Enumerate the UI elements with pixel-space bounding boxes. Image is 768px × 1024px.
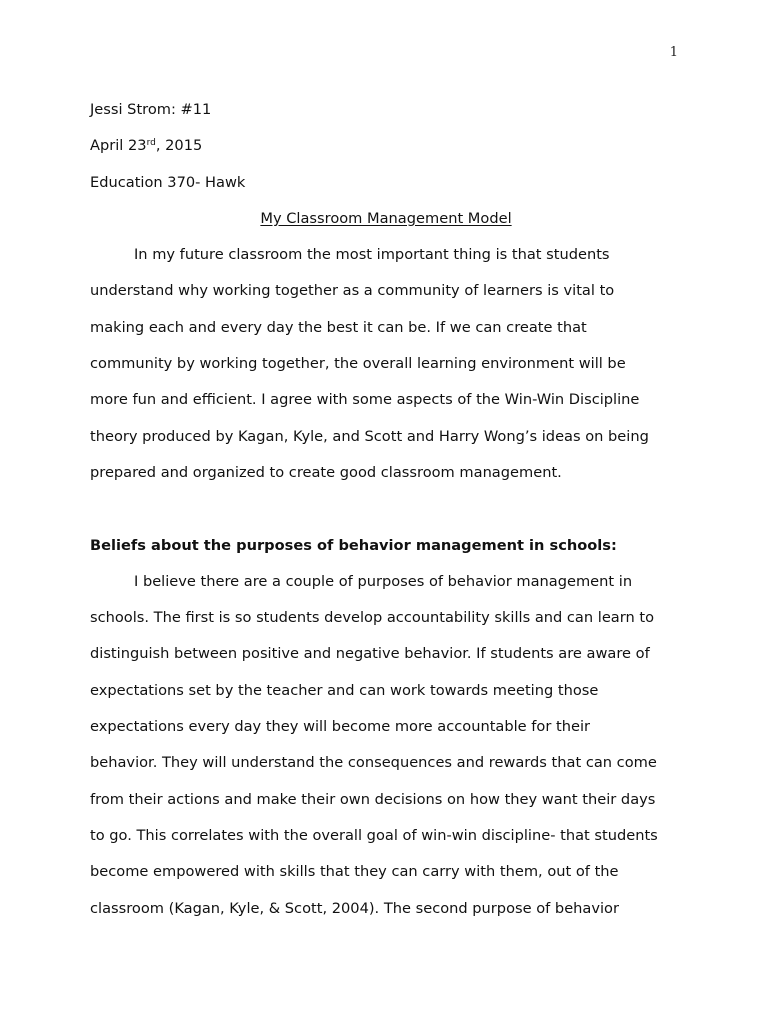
paragraph-line: more fun and efficient. I agree with some aspects of the Win-Win Discipline (90, 391, 640, 409)
paragraph-line: become empowered with skills that they can carry with them, out of the (90, 863, 619, 881)
author-line: Jessi Strom: #11 (90, 101, 212, 118)
section-heading: Beliefs about the purposes of behavior management in schools: (90, 536, 617, 554)
paragraph-line: to go. This correlates with the overall goal of win-win discipline- that students (90, 826, 658, 844)
paragraph-line: In my future classroom the most important thing is that students (134, 246, 610, 264)
paragraph-line: classroom (Kagan, Kyle, & Scott, 2004). The second purpose of behavior (90, 899, 619, 917)
blank-line (90, 491, 682, 527)
document-title: My Classroom Management Model (260, 209, 512, 227)
paragraph-line: understand why working together as a community of learners is vital to (90, 282, 615, 300)
paragraph-line: expectations set by the teacher and can work towards meeting those (90, 681, 599, 699)
beliefs-paragraph (90, 564, 682, 927)
date-line (90, 128, 682, 164)
date-ordinal: rd (146, 138, 156, 149)
paragraph-line: I believe there are a couple of purposes of behavior management in (134, 572, 633, 590)
page-number: 1 (669, 45, 678, 60)
paragraph-line: from their actions and make their own decisions on how they want their days (90, 790, 656, 808)
document-body (90, 92, 682, 927)
paragraph-line: prepared and organized to create good classroom management. (90, 463, 562, 481)
intro-paragraph (90, 237, 682, 491)
paragraph-line: theory produced by Kagan, Kyle, and Scott and Harry Wong’s ideas on being (90, 427, 649, 445)
paragraph-line: schools. The first is so students develop accountability skills and can learn to (90, 609, 655, 627)
paragraph-line: behavior. They will understand the consequences and rewards that can come (90, 754, 657, 772)
course-line: Education 370- Hawk (90, 173, 246, 191)
date-month-day: April 23 (90, 137, 147, 155)
paragraph-line: expectations every day they will become more accountable for their (90, 718, 590, 736)
paragraph-line: distinguish between positive and negative behavior. If students are aware of (90, 645, 650, 663)
paragraph-line: community by working together, the overall learning environment will be (90, 355, 626, 373)
paragraph-line: making each and every day the best it can be. If we can create that (90, 318, 587, 336)
date-year: , 2015 (155, 137, 203, 155)
